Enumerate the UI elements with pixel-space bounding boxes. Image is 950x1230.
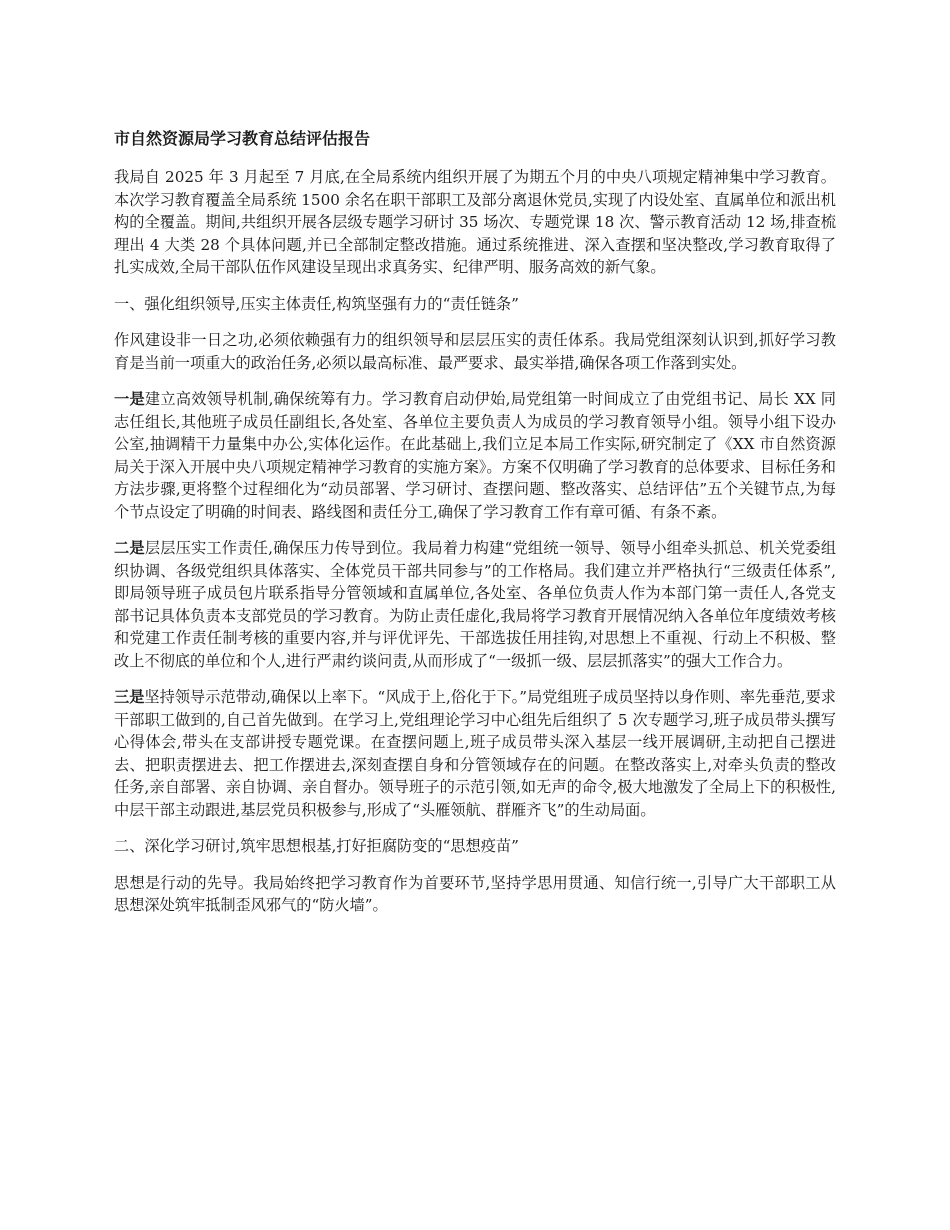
section-1-point-1 (114, 388, 836, 523)
point-lead: 二是 (114, 539, 145, 557)
point-text: 坚持领导示范带动,确保以上率下。“风成于上,俗化于下。”局党组班子成员坚持以身作则、率先垂范,要求干部职工做到的,自己首先做到。在学习上,党组理论学习中心组先后组织了 5 次专题学习,班子成员带头撰写心得体会,带头在支部讲授专题党课。在查摆问题上,班子成员带头深入基层一线开展调研,主动把自己摆进去、把职责摆进去、把工作摆进去,深刻查摆自身和分管领域存在的问题。在整改落实上,对牵头负责的整改任务,亲自部署、亲自协调、亲自督办。领导班子的示范引领,如无声的命令,极大地激发了全局上下的积极性,中层干部主动跟进,基层党员积极参与,形成了“头雁领航、群雁齐飞”的生动局面。 (114, 688, 836, 819)
section-heading-1: 一、强化组织领导,压实主体责任,构筑坚强有力的“责任链条” (114, 294, 519, 313)
section-1-intro: 作风建设非一日之功,必须依赖强有力的组织领导和层层压实的责任体系。我局党组深刻认识到,抓好学习教育是当前一项重大的政治任务,必须以最高标准、最严要求、最实举措,确保各项工作落到实处。 (114, 331, 836, 372)
point-lead: 一是 (114, 390, 145, 408)
intro-paragraph: 我局自 2025 年 3 月起至 7 月底,在全局系统内组织开展了为期五个月的中央八项规定精神集中学习教育。本次学习教育覆盖全局系统 1500 余名在职干部职工及部分离退休党员,实现了内设处室、直属单位和派出机构的全覆盖。期间,共组织开展各层级专题学习研讨 35 场次、专题党课 18 次、警示教育活动 12 场,排查梳理出 4 大类 28 个具体问题,并已全部制定整改措施。通过系统推进、深入查摆和坚决整改,学习教育取得了扎实成效,全局干部队伍作风建设呈现出求真务实、纪律严明、服务高效的新气象。 (114, 168, 836, 276)
section-1-point-3 (114, 686, 836, 821)
point-text: 层层压实工作责任,确保压力传导到位。我局着力构建“党组统一领导、领导小组牵头抓总、机关党委组织协调、各级党组织具体落实、全体党员干部共同参与”的工作格局。我们建立并严格执行“三级责任体系”,即局领导班子成员包片联系指导分管领域和直属单位,各处室、各单位负责人作为本部门第一责任人,各党支部书记具体负责本支部党员的学习教育。为防止责任虚化,我局将学习教育开展情况纳入各单位年度绩效考核和党建工作责任制考核的重要内容,并与评优评先、干部选拔任用挂钩,对思想上不重视、行动上不积极、整改上不彻底的单位和个人,进行严肃约谈问责,从而形成了“一级抓一级、层层抓落实”的强大工作合力。 (114, 539, 837, 670)
section-2-intro: 思想是行动的先导。我局始终把学习教育作为首要环节,坚持学思用贯通、知信行统一,引导广大干部职工从思想深处筑牢抵制歪风邪气的“防火墙”。 (114, 873, 836, 914)
document-title: 市自然资源局学习教育总结评估报告 (114, 129, 371, 148)
section-heading-2: 二、深化学习研讨,筑牢思想根基,打好拒腐防变的“思想疫苗” (114, 837, 519, 855)
point-lead: 三是 (114, 688, 145, 706)
document-page (114, 128, 836, 931)
section-1-point-2 (114, 537, 836, 672)
point-text: 建立高效领导机制,确保统筹有力。学习教育启动伊始,局党组第一时间成立了由党组书记、局长 XX 同志任组长,其他班子成员任副组长,各处室、各单位主要负责人为成员的学习教育领导小组。领导小组下设办公室,抽调精干力量集中办公,实体化运作。在此基础上,我们立足本局工作实际,研究制定了《XX 市自然资源局关于深入开展中央八项规定精神学习教育的实施方案》。方案不仅明确了学习教育的总体要求、目标任务和方法步骤,更将整个过程细化为“动员部署、学习研讨、查摆问题、整改落实、总结评估”五个关键节点,为每个节点设定了明确的时间表、路线图和责任分工,确保了学习教育工作有章可循、有条不紊。 (114, 390, 836, 521)
